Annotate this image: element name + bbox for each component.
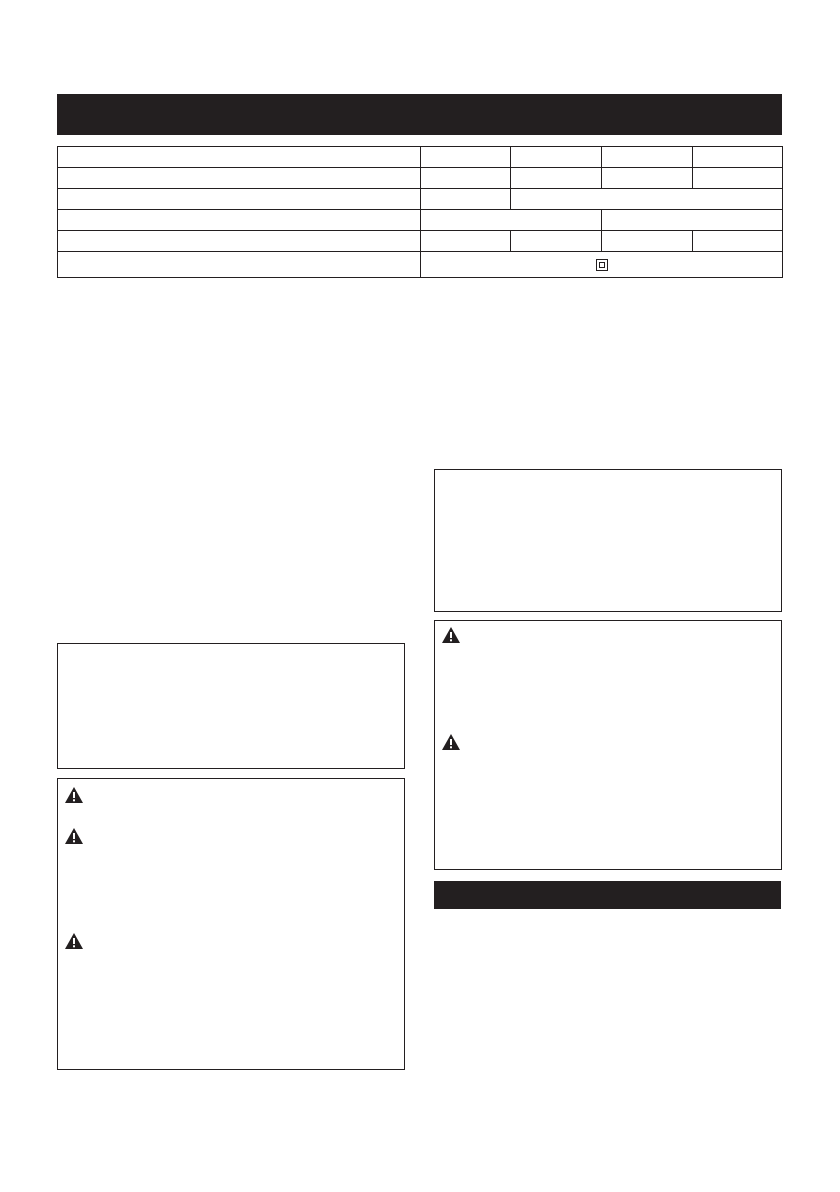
class-2-double-square-icon [596, 259, 608, 271]
table-cell [58, 189, 421, 210]
table-cell [602, 147, 693, 168]
warning-triangle-icon [64, 786, 84, 804]
table-cell [421, 168, 511, 189]
table-row [58, 210, 783, 231]
table-cell [511, 168, 602, 189]
warning-triangle-icon [441, 626, 461, 644]
table-cell [421, 252, 783, 278]
table-cell [511, 189, 783, 210]
table-cell [58, 231, 421, 252]
table-cell [421, 147, 511, 168]
table-cell [421, 210, 602, 231]
table-cell [511, 147, 602, 168]
table-row [58, 189, 783, 210]
table-row [58, 168, 783, 189]
note-box [434, 469, 782, 612]
table-cell [58, 147, 421, 168]
table-cell [693, 231, 783, 252]
table-cell [58, 252, 421, 278]
note-box [57, 643, 405, 769]
table-row [58, 231, 783, 252]
section-header-bar [434, 881, 781, 909]
table-cell [602, 168, 693, 189]
table-row [58, 252, 783, 278]
table-cell [511, 231, 602, 252]
section-header-bar [57, 94, 782, 135]
table-cell [421, 231, 511, 252]
warning-box [434, 620, 782, 870]
table-row [58, 147, 783, 168]
table-cell [58, 210, 421, 231]
table-cell [58, 168, 421, 189]
warning-box [57, 778, 405, 1070]
table-cell [602, 231, 693, 252]
warning-triangle-icon [441, 733, 461, 751]
warning-triangle-icon [64, 932, 84, 950]
table-cell [421, 189, 511, 210]
table-cell [693, 147, 783, 168]
table-cell [693, 168, 783, 189]
table-cell [602, 210, 783, 231]
warning-triangle-icon [64, 827, 84, 845]
specifications-table [57, 146, 783, 278]
